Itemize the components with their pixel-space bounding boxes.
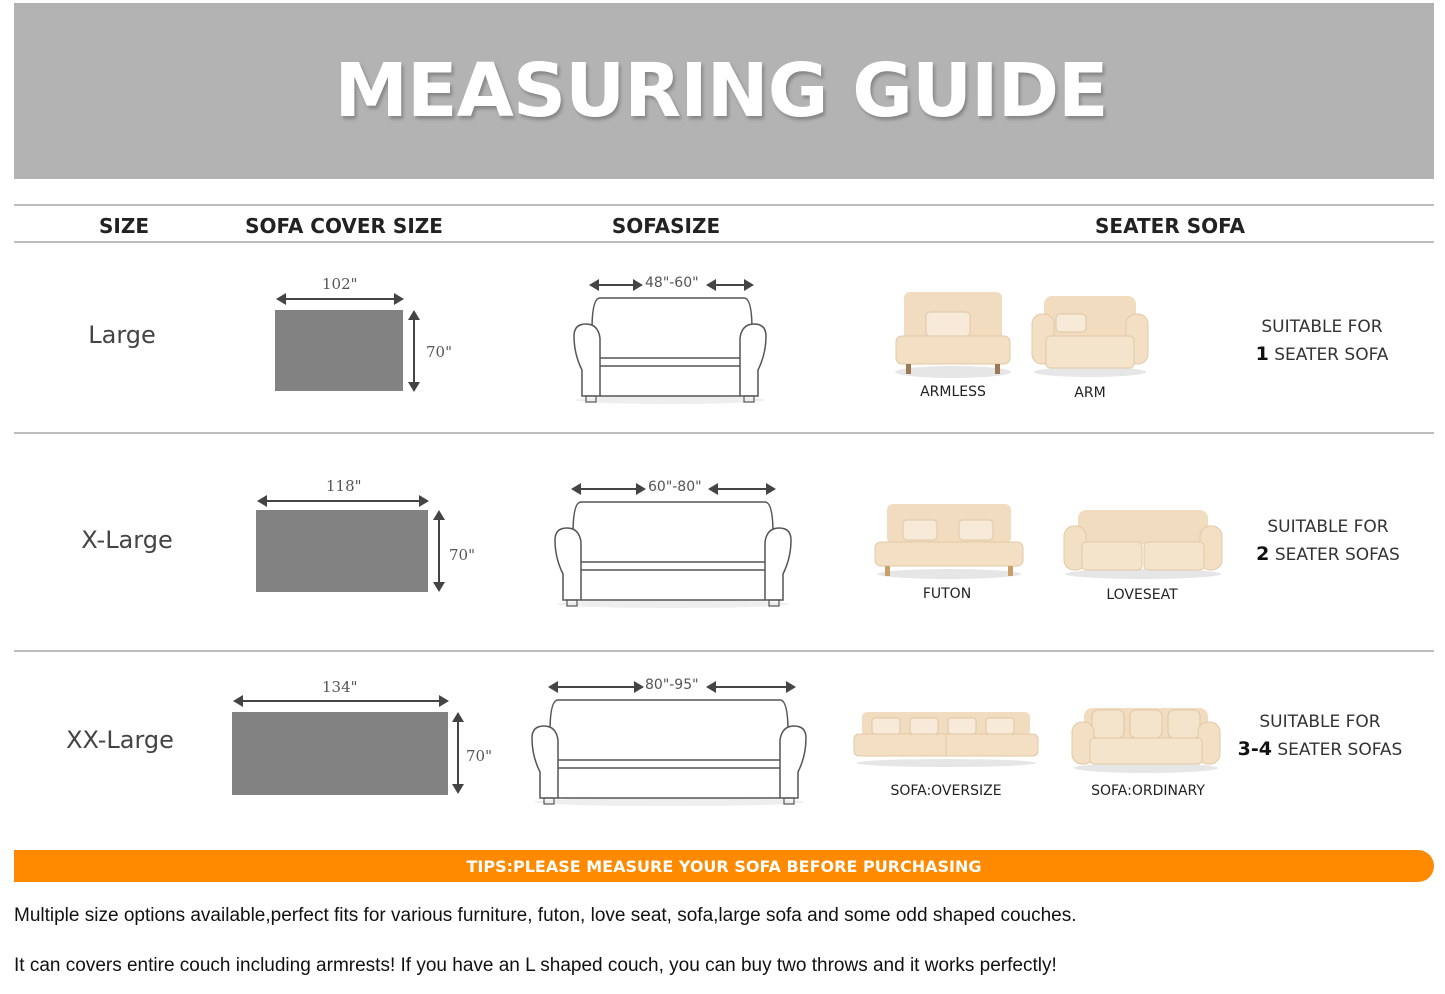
divider	[14, 241, 1434, 243]
header-seater-sofa: SEATER SOFA	[1095, 214, 1245, 238]
suitable-text	[1228, 514, 1428, 569]
suitable-detail	[1222, 341, 1422, 369]
cover-width-label: 134"	[322, 678, 358, 696]
width-arrow	[235, 700, 447, 702]
divider	[14, 432, 1434, 434]
divider	[14, 650, 1434, 652]
sofa-range-label: 60"-80"	[648, 479, 702, 495]
futon-image	[873, 500, 1025, 580]
sofa-arrow-right	[710, 488, 774, 490]
banner-title: MEASURING GUIDE	[334, 48, 1108, 134]
seat-count: 1	[1255, 343, 1269, 365]
sofa-outline-icon	[551, 498, 795, 610]
sofa-cover-rect	[232, 712, 448, 795]
size-label: X-Large	[81, 526, 173, 554]
armless-sofa-image	[892, 288, 1014, 380]
sofa-arrow-left	[591, 284, 641, 286]
seat-text: SEATER SOFA	[1274, 345, 1389, 365]
photo-label: ARM	[1074, 385, 1106, 401]
loveseat-image	[1062, 506, 1224, 580]
sofa-outline-icon	[528, 696, 810, 808]
sofa-arrow-left	[550, 686, 642, 688]
width-arrow	[278, 298, 402, 300]
arm-sofa-image	[1030, 292, 1150, 378]
description-line-1: Multiple size options available,perfect fits for various furniture, futon, love seat, sofa,large sofa and some odd shaped couches.	[14, 905, 1077, 926]
sofa-arrow-left	[573, 488, 644, 490]
divider	[14, 204, 1434, 206]
sofa-arrow-right	[708, 284, 752, 286]
photo-label: ARMLESS	[920, 384, 986, 400]
cover-width-label: 102"	[322, 275, 358, 293]
description-line-2: It can covers entire couch including armrests! If you have an L shaped couch, you can buy two throws and it works perfectly!	[14, 955, 1057, 976]
suitable-text	[1220, 709, 1420, 764]
ordinary-sofa-image	[1070, 704, 1222, 774]
header-cover-size: SOFA COVER SIZE	[245, 214, 443, 238]
suitable-heading: SUITABLE FOR	[1259, 712, 1381, 732]
suitable-heading: SUITABLE FOR	[1261, 317, 1383, 337]
cover-height-label: 70"	[449, 546, 475, 564]
seat-count: 3-4	[1237, 738, 1272, 760]
suitable-detail	[1220, 736, 1420, 764]
photo-label: SOFA:OVERSIZE	[890, 783, 1002, 799]
size-label: XX-Large	[66, 726, 174, 754]
photo-label: FUTON	[922, 586, 972, 602]
photo-label: SOFA:ORDINARY	[1091, 783, 1205, 799]
photo-label: LOVESEAT	[1106, 587, 1178, 603]
seat-text: SEATER SOFAS	[1277, 740, 1403, 760]
tips-banner: TIPS:PLEASE MEASURE YOUR SOFA BEFORE PURCHASING	[14, 850, 1434, 882]
suitable-heading: SUITABLE FOR	[1267, 517, 1389, 537]
suitable-text	[1222, 314, 1422, 369]
height-arrow	[457, 714, 459, 792]
seat-text: SEATER SOFAS	[1274, 545, 1400, 565]
header-size: SIZE	[98, 214, 149, 238]
sofa-range-label: 48"-60"	[645, 275, 699, 291]
oversize-sofa-image	[852, 708, 1040, 768]
sofa-cover-rect	[256, 510, 428, 592]
height-arrow	[413, 312, 415, 390]
sofa-cover-rect	[275, 310, 403, 391]
seat-count: 2	[1256, 543, 1270, 565]
size-label: Large	[88, 321, 156, 349]
cover-height-label: 70"	[466, 747, 492, 765]
sofa-arrow-right	[708, 686, 794, 688]
header-sofa-size: SOFASIZE	[611, 214, 721, 238]
sofa-range-label: 80"-95"	[645, 677, 699, 693]
sofa-outline-icon	[570, 294, 770, 406]
cover-height-label: 70"	[426, 343, 452, 361]
height-arrow	[438, 512, 440, 590]
suitable-detail	[1228, 541, 1428, 569]
width-arrow	[259, 500, 427, 502]
cover-width-label: 118"	[326, 477, 362, 495]
banner	[14, 3, 1434, 179]
